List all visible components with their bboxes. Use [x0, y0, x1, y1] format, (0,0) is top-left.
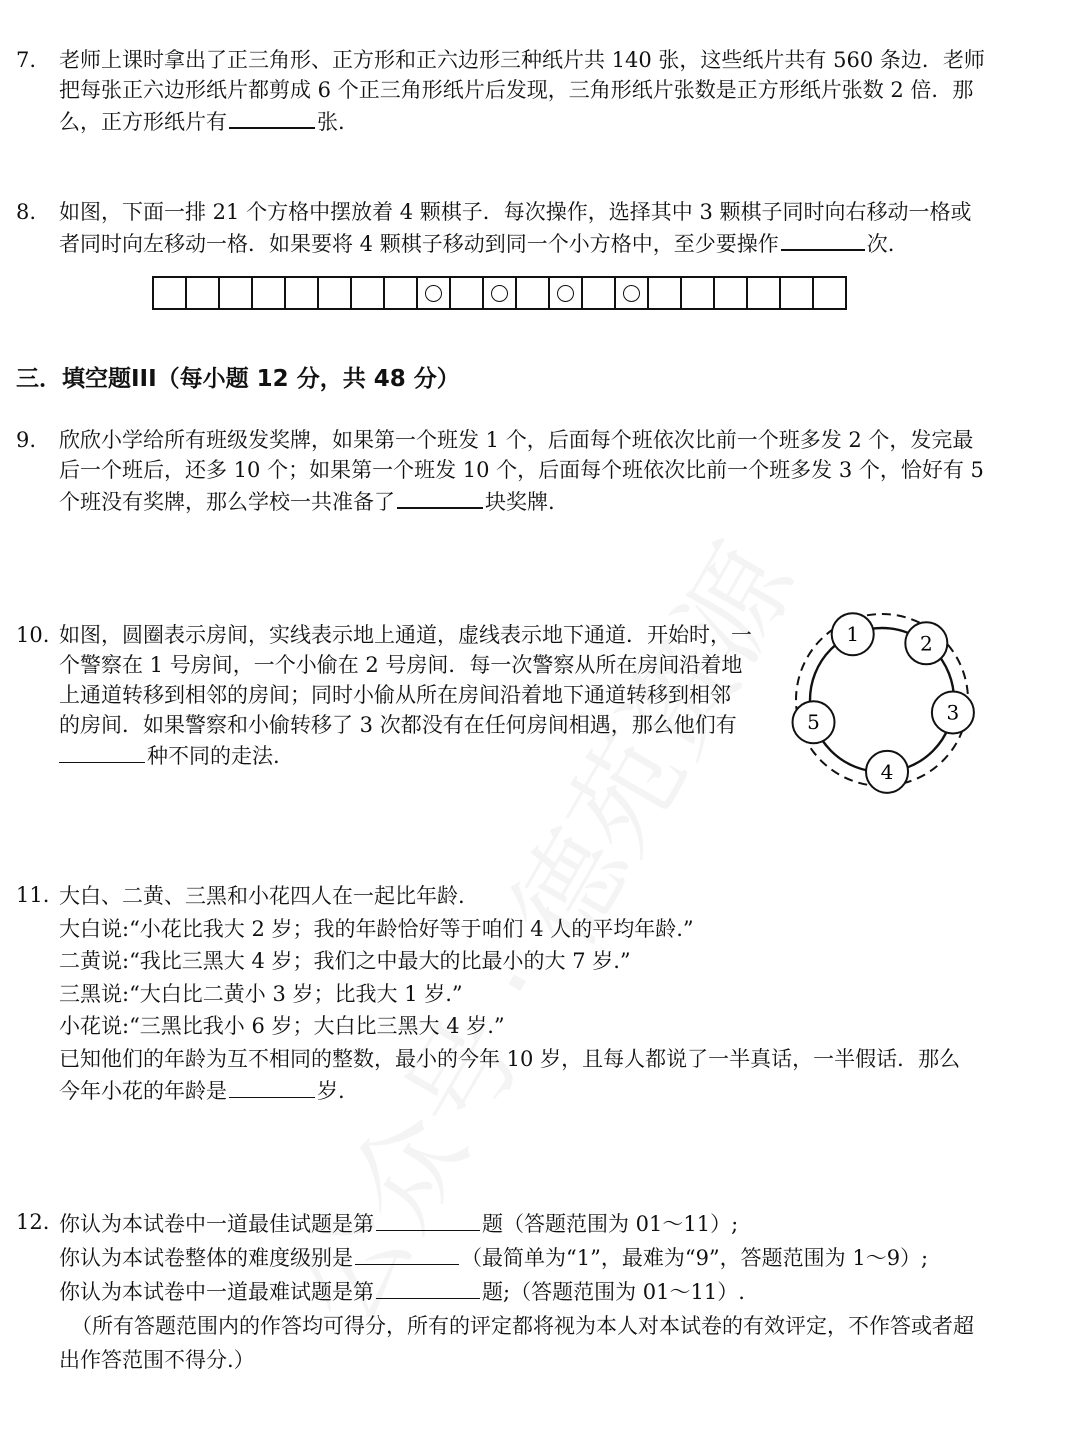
- grid-cell: [154, 278, 187, 308]
- grid-cell: [253, 278, 286, 308]
- grid-cell: [451, 278, 484, 308]
- grid-cell: [352, 278, 385, 308]
- grid-cell: [517, 278, 550, 308]
- grid-cell: [286, 278, 319, 308]
- question-text: 二黄说:“我比三黑大 4 岁；我们之中最大的比最小的大 7 岁.”: [59, 949, 631, 973]
- question-text: 者同时向左移动一格．如果要将 4 颗棋子移动到同一个小方格中，至少要操作: [59, 232, 779, 256]
- question-text: 老师上课时拿出了正三角形、正方形和正六边形三种纸片共 140 张，这些纸片共有 560 条边．老师: [59, 48, 985, 72]
- question-text: 三黑说:“大白比二黄小 3 岁；比我大 1 岁.”: [59, 981, 463, 1006]
- question-text: 题（答题范围为 01～11）;: [482, 1212, 739, 1236]
- answer-blank[interactable]: [229, 105, 315, 129]
- answer-blank[interactable]: [397, 485, 483, 509]
- room-label: 5: [807, 710, 820, 735]
- question-text: 出作答范围不得分.）: [59, 1348, 255, 1372]
- grid-cell: [583, 278, 616, 308]
- question-text: 块奖牌.: [485, 490, 555, 514]
- question-text: 大白、二黄、三黑和小花四人在一起比年龄.: [59, 884, 465, 908]
- room-label: 3: [946, 700, 960, 725]
- grid-cell: [649, 278, 682, 308]
- grid-cell: [616, 278, 649, 308]
- question-text: （所有答题范围内的作答均可得分，所有的评定都将视为本人对本试卷的有效评定，不作答或者超: [71, 1314, 974, 1338]
- difficulty-blank[interactable]: [355, 1242, 459, 1265]
- room-4: [866, 751, 908, 793]
- question-text: 如图，圆圈表示房间，实线表示地上通道，虚线表示地下通道．开始时，一: [59, 623, 752, 647]
- question-text: 的房间．如果警察和小偷转移了 3 次都没有在任何房间相遇，那么他们有: [59, 713, 737, 737]
- room-3: [932, 692, 974, 734]
- chess-piece-icon: [557, 285, 574, 302]
- question-text: 今年小花的年龄是: [59, 1079, 227, 1103]
- grid-cell: [385, 278, 418, 308]
- room-label: 2: [919, 631, 933, 656]
- grid-cell: [748, 278, 781, 308]
- room-label: 1: [846, 622, 860, 647]
- rooms-diagram: [780, 600, 1000, 800]
- question-text: 如图，下面一排 21 个方格中摆放着 4 颗棋子．每次操作，选择其中 3 颗棋子同时向右移动一格或: [59, 200, 972, 224]
- question-9: [16, 425, 984, 517]
- question-text: 个班没有奖牌，那么学校一共准备了: [59, 490, 395, 514]
- question-text: 次.: [866, 232, 895, 256]
- section-title: 三．填空题III（每小题 12 分，共 48 分）: [16, 366, 460, 392]
- question-text: 种不同的走法.: [147, 744, 280, 768]
- answer-blank[interactable]: [781, 227, 865, 251]
- answer-blank[interactable]: [229, 1075, 315, 1098]
- grid-cell: [220, 278, 253, 308]
- grid-cell: [682, 278, 715, 308]
- room-5: [793, 701, 835, 743]
- grid-cell: [319, 278, 352, 308]
- question-number: 10.: [16, 623, 50, 647]
- question-8: [16, 197, 972, 259]
- grid-cell: [484, 278, 517, 308]
- question-text: 后一个班后，还多 10 个；如果第一个班发 10 个，后面每个班依次比前一个班多发 3 个，恰好有 5: [59, 458, 984, 482]
- question-text: 题;（答题范围为 01～11）.: [482, 1280, 745, 1304]
- question-12: [16, 1207, 974, 1377]
- question-number: 11.: [16, 883, 50, 907]
- chess-piece-icon: [491, 285, 508, 302]
- best-question-blank[interactable]: [376, 1208, 480, 1231]
- question-number: 7.: [16, 48, 37, 72]
- question-text: （最简单为“1”，最难为“9”，答题范围为 1～9）;: [461, 1246, 929, 1270]
- square-row-diagram: [152, 276, 847, 310]
- question-number: 9.: [16, 428, 37, 452]
- grid-cell: [781, 278, 814, 308]
- grid-cell: [550, 278, 583, 308]
- question-text: 上通道转移到相邻的房间；同时小偷从所在房间沿着地下通道转移到相邻: [59, 683, 731, 707]
- question-text: 么，正方形纸片有: [59, 110, 227, 134]
- question-text: 个警察在 1 号房间，一个小偷在 2 号房间．每一次警察从所在房间沿着地: [59, 653, 743, 677]
- question-text: 大白说:“小花比我大 2 岁；我的年龄恰好等于咱们 4 人的平均年龄.”: [59, 916, 694, 941]
- question-10: [16, 620, 752, 771]
- question-text: 小花说:“三黑比我小 6 岁；大白比三黑大 4 岁.”: [59, 1014, 505, 1038]
- question-text: 岁.: [317, 1079, 345, 1103]
- grid-cell: [418, 278, 451, 308]
- hardest-question-blank[interactable]: [376, 1276, 480, 1299]
- question-number: 12.: [16, 1210, 50, 1234]
- question-text: 把每张正六边形纸片都剪成 6 个正三角形纸片后发现，三角形纸片张数是正方形纸片张数 2 倍．那: [59, 78, 974, 102]
- question-11: [16, 880, 960, 1108]
- question-number: 8.: [16, 200, 37, 224]
- room-2: [905, 622, 947, 664]
- grid-cell: [187, 278, 220, 308]
- room-1: [832, 613, 874, 655]
- question-text: 欣欣小学给所有班级发奖牌，如果第一个班发 1 个，后面每个班依次比前一个班多发 2 个，发完最: [59, 428, 974, 452]
- question-text: 你认为本试卷整体的难度级别是: [59, 1246, 353, 1270]
- question-text: 你认为本试卷中一道最难试题是第: [59, 1280, 374, 1304]
- question-text: 你认为本试卷中一道最佳试题是第: [59, 1212, 374, 1236]
- answer-blank[interactable]: [59, 740, 145, 763]
- question-text: 张.: [317, 110, 345, 134]
- chess-piece-icon: [623, 285, 640, 302]
- question-text: 已知他们的年龄为互不相同的整数，最小的今年 10 岁，且每人都说了一半真话，一半假话．那么: [59, 1046, 961, 1071]
- question-7: [16, 45, 985, 137]
- chess-piece-icon: [425, 285, 442, 302]
- grid-cell: [715, 278, 748, 308]
- grid-cell: [814, 278, 845, 308]
- room-label: 4: [880, 759, 894, 784]
